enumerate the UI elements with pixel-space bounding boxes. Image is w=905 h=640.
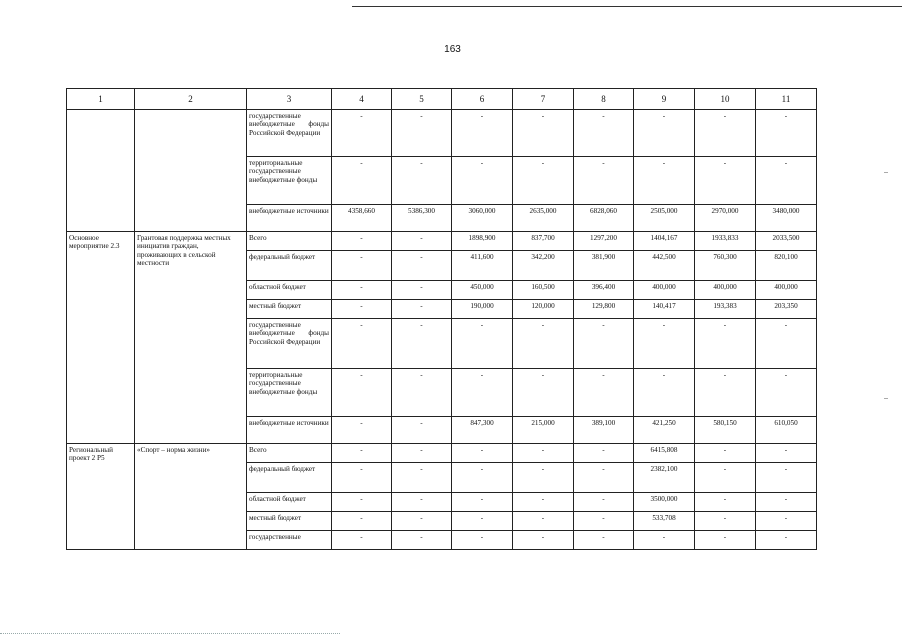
value-cell: - [332,493,392,512]
table-row [67,232,817,251]
value-cell: 389,100 [574,417,634,444]
value-cell: 190,000 [452,300,513,319]
value-cell: - [452,444,513,463]
value-cell: 140,417 [634,300,695,319]
value-cell: 129,800 [574,300,634,319]
funding-source-cell: местный бюджет [247,512,332,531]
value-cell: - [695,512,756,531]
funding-source-cell: государственные внебюджетные фонды Российской Федерации [247,110,332,157]
activity-name-cell [67,110,135,232]
value-cell: 1933,833 [695,232,756,251]
value-cell: - [574,493,634,512]
value-cell: - [392,417,452,444]
value-cell: - [513,157,574,205]
value-cell: - [332,251,392,281]
value-cell: 2033,500 [756,232,817,251]
value-cell: 3480,000 [756,205,817,232]
value-cell: - [695,157,756,205]
funding-source-cell: государственные внебюджетные фонды Российской Федерации [247,319,332,369]
funding-source-cell: территориальные государственные внебюджетные фонды [247,157,332,205]
value-cell: 1404,167 [634,232,695,251]
column-header: 4 [332,89,392,110]
top-rule [352,6,902,7]
value-cell: - [574,369,634,417]
value-cell: 421,250 [634,417,695,444]
value-cell: - [332,319,392,369]
column-header: 7 [513,89,574,110]
funding-source-cell: внебюджетные источники [247,417,332,444]
value-cell: 396,400 [574,281,634,300]
activity-description-cell: Грантовая поддержка местных инициатив граждан, проживающих в сельской местности [135,232,247,444]
value-cell: - [513,463,574,493]
value-cell: - [452,157,513,205]
funding-source-cell: федеральный бюджет [247,251,332,281]
funding-source-cell: территориальные государственные внебюджетные фонды [247,369,332,417]
value-cell: - [574,512,634,531]
value-cell: - [392,463,452,493]
value-cell: - [513,110,574,157]
funding-source-cell: местный бюджет [247,300,332,319]
column-header: 6 [452,89,513,110]
value-cell: - [574,531,634,550]
column-header: 3 [247,89,332,110]
value-cell: - [332,417,392,444]
value-cell: 580,150 [695,417,756,444]
value-cell: 400,000 [634,281,695,300]
value-cell: - [392,531,452,550]
value-cell: - [756,493,817,512]
value-cell: 2505,000 [634,205,695,232]
value-cell: 450,000 [452,281,513,300]
value-cell: 160,500 [513,281,574,300]
value-cell: 1898,900 [452,232,513,251]
value-cell: 120,000 [513,300,574,319]
value-cell: 193,383 [695,300,756,319]
value-cell: - [574,110,634,157]
value-cell: - [634,157,695,205]
value-cell: - [452,319,513,369]
value-cell: - [695,110,756,157]
value-cell: - [392,232,452,251]
value-cell: 400,000 [695,281,756,300]
column-header: 9 [634,89,695,110]
value-cell: - [392,493,452,512]
value-cell: - [574,463,634,493]
value-cell: 2382,100 [634,463,695,493]
value-cell: - [756,444,817,463]
value-cell: 381,900 [574,251,634,281]
value-cell: - [756,319,817,369]
value-cell: - [634,531,695,550]
funding-source-cell: областной бюджет [247,281,332,300]
value-cell: 847,300 [452,417,513,444]
value-cell: - [756,110,817,157]
value-cell: - [756,463,817,493]
value-cell: - [452,369,513,417]
value-cell: - [513,512,574,531]
value-cell: - [392,369,452,417]
value-cell: - [332,300,392,319]
table-row [67,110,817,157]
value-cell: - [634,110,695,157]
value-cell: - [332,110,392,157]
value-cell: - [513,369,574,417]
value-cell: - [574,319,634,369]
value-cell: 2635,000 [513,205,574,232]
activity-name-cell: Региональный проект 2 Р5 [67,444,135,550]
value-cell: - [452,512,513,531]
value-cell: - [695,444,756,463]
value-cell: 5386,300 [392,205,452,232]
value-cell: - [756,369,817,417]
value-cell: 203,350 [756,300,817,319]
value-cell: - [452,463,513,493]
scan-artifact-mark [884,172,888,173]
value-cell: - [452,531,513,550]
column-header: 5 [392,89,452,110]
value-cell: - [452,493,513,512]
value-cell: - [513,493,574,512]
value-cell: - [634,319,695,369]
value-cell: 6828,060 [574,205,634,232]
value-cell: - [332,157,392,205]
value-cell: - [392,512,452,531]
value-cell: - [392,444,452,463]
value-cell: 820,100 [756,251,817,281]
table-row [67,444,817,463]
value-cell: 4358,660 [332,205,392,232]
value-cell: - [392,300,452,319]
value-cell: - [695,463,756,493]
value-cell: - [332,463,392,493]
value-cell: 2970,000 [695,205,756,232]
value-cell: - [513,531,574,550]
value-cell: 837,700 [513,232,574,251]
column-header: 1 [67,89,135,110]
value-cell: - [452,110,513,157]
funding-source-cell: федеральный бюджет [247,463,332,493]
value-cell: - [392,251,452,281]
value-cell: 411,600 [452,251,513,281]
column-header: 11 [756,89,817,110]
value-cell: - [634,369,695,417]
funding-source-cell: Всего [247,232,332,251]
value-cell: - [392,281,452,300]
scan-artifact-mark [884,398,888,399]
value-cell: 442,500 [634,251,695,281]
activity-name-cell: Основное мероприятие 2.3 [67,232,135,444]
value-cell: - [392,319,452,369]
value-cell: 215,000 [513,417,574,444]
value-cell: - [756,512,817,531]
column-header: 2 [135,89,247,110]
column-header: 10 [695,89,756,110]
activity-description-cell: «Спорт – норма жизни» [135,444,247,550]
value-cell: - [574,444,634,463]
value-cell: - [332,531,392,550]
value-cell: - [332,281,392,300]
activity-description-cell [135,110,247,232]
value-cell: 610,050 [756,417,817,444]
funding-source-cell: областной бюджет [247,493,332,512]
value-cell: - [574,157,634,205]
value-cell: - [695,319,756,369]
scan-artifact-line [0,633,340,634]
value-cell: 533,708 [634,512,695,531]
value-cell: - [332,369,392,417]
header-row [67,89,817,110]
budget-table [66,88,817,550]
value-cell: - [756,157,817,205]
funding-source-cell: внебюджетные источники [247,205,332,232]
value-cell: - [332,512,392,531]
value-cell: 6415,808 [634,444,695,463]
funding-source-cell: государственные [247,531,332,550]
value-cell: 400,000 [756,281,817,300]
funding-source-cell: Всего [247,444,332,463]
value-cell: - [392,110,452,157]
value-cell: 3060,000 [452,205,513,232]
value-cell: - [332,232,392,251]
column-header: 8 [574,89,634,110]
value-cell: 760,300 [695,251,756,281]
value-cell: - [392,157,452,205]
value-cell: - [332,444,392,463]
value-cell: 342,200 [513,251,574,281]
value-cell: 1297,200 [574,232,634,251]
value-cell: - [513,444,574,463]
page-number: 163 [444,44,461,55]
value-cell: 3500,000 [634,493,695,512]
value-cell: - [695,531,756,550]
value-cell: - [695,493,756,512]
value-cell: - [513,319,574,369]
value-cell: - [756,531,817,550]
value-cell: - [695,369,756,417]
